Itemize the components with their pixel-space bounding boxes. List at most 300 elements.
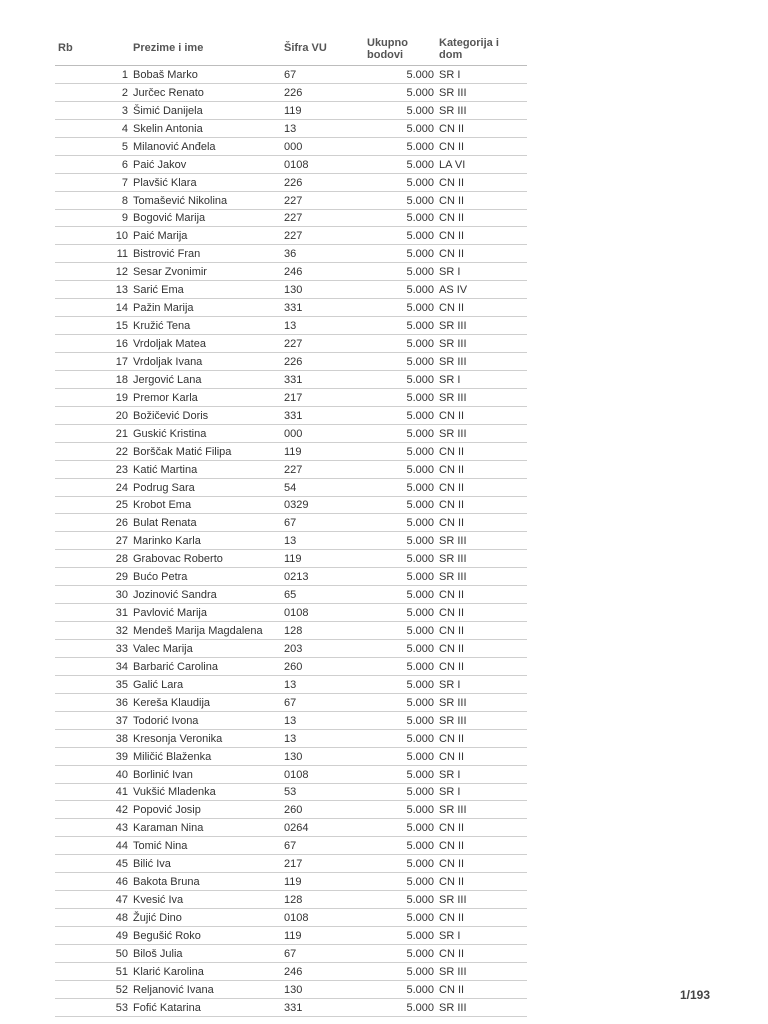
table-row [55, 946, 527, 963]
row-number: 14 [115, 302, 128, 315]
row-number: 13 [115, 284, 128, 297]
row-sifra: 227 [284, 463, 303, 476]
row-kategorija: SR III [439, 571, 467, 584]
row-number: 34 [115, 660, 128, 673]
table-row [55, 354, 527, 371]
row-sifra: 0108 [284, 158, 309, 171]
row-kategorija: SR III [439, 391, 467, 404]
row-name: Fofić Katarina [133, 1001, 201, 1014]
row-sifra: 226 [284, 176, 303, 189]
row-kategorija: SR III [439, 535, 467, 548]
row-kategorija: CN II [439, 463, 465, 476]
table-row [55, 67, 527, 84]
table-row [55, 569, 527, 586]
row-kategorija: CN II [439, 983, 465, 996]
row-sifra: 0108 [284, 607, 309, 620]
row-name: Sarić Ema [133, 284, 184, 297]
row-name: Biloš Julia [133, 947, 183, 960]
row-kategorija: SR III [439, 338, 467, 350]
header-rb: Rb [58, 42, 73, 54]
row-sifra: 13 [284, 122, 297, 135]
row-number: 12 [115, 266, 128, 279]
row-sifra: 226 [284, 355, 303, 368]
row-kategorija: SR III [439, 714, 467, 727]
row-bodovi: 5.000 [406, 589, 434, 602]
row-name: Katić Martina [133, 463, 198, 476]
row-bodovi: 5.000 [406, 786, 434, 799]
row-sifra: 128 [284, 625, 303, 637]
row-number: 3 [121, 104, 128, 117]
table-row [55, 695, 527, 712]
table-row [55, 282, 527, 299]
row-kategorija: CN II [439, 876, 465, 889]
row-bodovi: 5.000 [406, 876, 434, 889]
row-name: Paić Jakov [133, 158, 187, 171]
row-sifra: 331 [284, 373, 303, 386]
row-bodovi: 5.000 [406, 625, 434, 637]
table-row [55, 874, 527, 891]
row-kategorija: CN II [439, 750, 465, 763]
row-bodovi: 5.000 [406, 732, 434, 745]
row-kategorija: CN II [439, 230, 465, 243]
row-name: Pavlović Marija [133, 607, 207, 620]
row-number: 44 [115, 840, 128, 853]
row-sifra: 246 [284, 965, 303, 978]
row-sifra: 203 [284, 642, 303, 655]
table-row [55, 767, 527, 784]
row-number: 17 [115, 355, 128, 368]
row-sifra: 260 [284, 660, 303, 673]
row-kategorija: CN II [439, 607, 465, 620]
row-number: 46 [115, 876, 128, 889]
table-row [55, 210, 527, 227]
row-number: 23 [115, 463, 128, 476]
row-number: 26 [115, 517, 128, 530]
row-kategorija: SR III [439, 894, 467, 907]
row-number: 43 [115, 822, 128, 835]
row-bodovi: 5.000 [406, 212, 434, 225]
table-row [55, 731, 527, 748]
row-number: 31 [115, 607, 128, 620]
row-kategorija: SR III [439, 427, 467, 440]
row-kategorija: SR I [439, 929, 461, 942]
row-sifra: 13 [284, 732, 297, 745]
row-sifra: 331 [284, 1001, 303, 1014]
row-bodovi: 5.000 [406, 86, 434, 99]
row-name: Sesar Zvonimir [133, 266, 207, 279]
table-row [55, 336, 527, 353]
row-bodovi: 5.000 [406, 409, 434, 422]
row-kategorija: SR I [439, 266, 461, 279]
row-sifra: 0108 [284, 912, 309, 924]
row-name: Premor Karla [133, 391, 198, 404]
row-kategorija: CN II [439, 822, 465, 835]
row-number: 5 [121, 140, 128, 153]
row-bodovi: 5.000 [406, 194, 434, 207]
row-name: Vukšić Mladenka [133, 786, 216, 799]
row-number: 11 [116, 248, 128, 261]
row-bodovi: 5.000 [406, 660, 434, 673]
row-name: Marinko Karla [133, 535, 201, 548]
row-name: Popović Josip [133, 804, 201, 817]
row-bodovi: 5.000 [406, 445, 434, 458]
row-name: Miličić Blaženka [133, 750, 212, 763]
row-bodovi: 5.000 [406, 320, 434, 333]
row-number: 37 [115, 714, 128, 727]
row-name: Podrug Sara [133, 481, 195, 494]
table-row [55, 85, 527, 102]
row-sifra: 13 [284, 714, 297, 727]
row-number: 24 [115, 481, 128, 494]
row-bodovi: 5.000 [406, 373, 434, 386]
row-name: Bobaš Marko [133, 68, 198, 81]
row-sifra: 13 [284, 678, 297, 691]
table-row [55, 408, 527, 425]
row-number: 9 [121, 212, 128, 225]
row-sifra: 130 [284, 983, 303, 996]
row-sifra: 119 [284, 104, 302, 117]
row-sifra: 217 [284, 391, 303, 404]
row-name: Jergović Lana [133, 373, 202, 386]
row-sifra: 227 [284, 194, 303, 207]
table-row [55, 246, 527, 263]
row-kategorija: SR III [439, 696, 467, 709]
row-number: 16 [115, 338, 128, 350]
table-row [55, 856, 527, 873]
table-row [55, 462, 527, 479]
row-number: 45 [115, 858, 128, 871]
row-kategorija: SR III [439, 104, 467, 117]
table-row [55, 605, 527, 622]
row-kategorija: SR III [439, 355, 467, 368]
row-sifra: 000 [284, 140, 303, 153]
row-sifra: 67 [284, 840, 297, 853]
row-sifra: 000 [284, 427, 303, 440]
row-name: Kresonja Veronika [133, 732, 223, 745]
row-bodovi: 5.000 [406, 427, 434, 440]
row-number: 10 [115, 230, 128, 243]
row-bodovi: 5.000 [406, 642, 434, 655]
row-sifra: 67 [284, 696, 297, 709]
row-bodovi: 5.000 [406, 822, 434, 835]
row-number: 52 [115, 983, 128, 996]
row-sifra: 227 [284, 338, 303, 350]
table-row [55, 480, 527, 497]
row-name: Kvesić Iva [133, 894, 184, 907]
row-bodovi: 5.000 [406, 983, 434, 996]
row-number: 42 [115, 804, 128, 817]
table-row [55, 193, 527, 210]
header-kategorija-line1: Kategorija i [439, 37, 499, 49]
row-sifra: 119 [284, 553, 302, 566]
row-name: Jozinović Sandra [133, 589, 217, 602]
row-kategorija: CN II [439, 947, 465, 960]
row-kategorija: SR III [439, 86, 467, 99]
header-name: Prezime i ime [133, 42, 204, 54]
row-sifra: 227 [284, 212, 303, 225]
row-bodovi: 5.000 [406, 553, 434, 566]
row-number: 47 [115, 894, 128, 907]
table-row [55, 928, 527, 945]
row-sifra: 331 [284, 302, 303, 315]
row-bodovi: 5.000 [406, 840, 434, 853]
row-kategorija: SR I [439, 68, 461, 81]
row-number: 2 [121, 86, 128, 99]
header-bodovi-line1: Ukupno [367, 37, 408, 49]
row-sifra: 119 [284, 445, 302, 458]
row-number: 21 [115, 427, 128, 440]
row-sifra: 331 [284, 409, 303, 422]
row-sifra: 227 [284, 230, 303, 243]
table-row [55, 175, 527, 192]
row-kategorija: SR III [439, 965, 467, 978]
table-row [55, 820, 527, 837]
row-number: 35 [115, 678, 128, 691]
row-bodovi: 5.000 [406, 912, 434, 924]
row-kategorija: CN II [439, 840, 465, 853]
row-sifra: 0213 [284, 571, 309, 584]
row-bodovi: 5.000 [406, 104, 434, 117]
row-number: 19 [115, 391, 128, 404]
row-bodovi: 5.000 [406, 248, 434, 261]
table-row [55, 318, 527, 335]
table-row [55, 444, 527, 461]
table-header [55, 34, 527, 66]
table-row [55, 784, 527, 801]
row-bodovi: 5.000 [406, 768, 434, 781]
row-kategorija: CN II [439, 589, 465, 602]
row-name: Bućo Petra [133, 571, 188, 584]
row-kategorija: CN II [439, 212, 465, 225]
row-name: Tomašević Nikolina [133, 194, 228, 207]
row-kategorija: CN II [439, 445, 465, 458]
row-name: Pažin Marija [133, 302, 194, 315]
row-number: 39 [115, 750, 128, 763]
table-row [55, 515, 527, 532]
row-name: Žujić Dino [133, 912, 182, 924]
row-sifra: 13 [284, 320, 297, 333]
row-bodovi: 5.000 [406, 947, 434, 960]
row-sifra: 128 [284, 894, 303, 907]
row-sifra: 226 [284, 86, 303, 99]
row-number: 1 [121, 68, 128, 81]
row-bodovi: 5.000 [406, 607, 434, 620]
row-kategorija: CN II [439, 122, 465, 135]
row-kategorija: AS IV [439, 284, 468, 297]
row-name: Valec Marija [133, 642, 193, 655]
row-bodovi: 5.000 [406, 391, 434, 404]
row-bodovi: 5.000 [406, 571, 434, 584]
row-sifra: 119 [284, 876, 302, 889]
row-name: Galić Lara [133, 678, 184, 691]
row-bodovi: 5.000 [406, 965, 434, 978]
row-name: Borlinić Ivan [133, 768, 193, 781]
row-kategorija: CN II [439, 912, 465, 924]
table-row [55, 623, 527, 640]
row-sifra: 246 [284, 266, 303, 279]
row-kategorija: CN II [439, 194, 465, 207]
row-name: Bilić Iva [133, 858, 171, 871]
row-name: Grabovac Roberto [133, 553, 223, 566]
results-table [55, 34, 527, 1017]
table-row [55, 103, 527, 120]
row-bodovi: 5.000 [406, 230, 434, 243]
row-number: 18 [115, 373, 128, 386]
header-sifra: Šifra VU [284, 42, 327, 54]
row-kategorija: CN II [439, 625, 465, 637]
row-kategorija: CN II [439, 517, 465, 530]
row-number: 40 [115, 768, 128, 781]
row-number: 49 [115, 929, 128, 942]
row-number: 8 [121, 194, 128, 207]
row-number: 20 [115, 409, 128, 422]
row-bodovi: 5.000 [406, 858, 434, 871]
row-bodovi: 5.000 [406, 140, 434, 153]
row-kategorija: LA VI [439, 158, 466, 171]
row-kategorija: CN II [439, 732, 465, 745]
row-bodovi: 5.000 [406, 355, 434, 368]
row-sifra: 0108 [284, 768, 309, 781]
row-sifra: 260 [284, 804, 303, 817]
table-row [55, 390, 527, 407]
row-kategorija: SR I [439, 786, 461, 799]
row-number: 33 [115, 642, 128, 655]
row-name: Bogović Marija [133, 212, 206, 225]
row-name: Božičević Doris [133, 409, 209, 422]
table-row [55, 677, 527, 694]
table-row [55, 892, 527, 909]
row-name: Bistrović Fran [133, 248, 201, 261]
row-bodovi: 5.000 [406, 122, 434, 135]
table-row [55, 497, 527, 514]
row-bodovi: 5.000 [406, 535, 434, 548]
row-name: Skelin Antonia [133, 122, 203, 135]
table-row [55, 121, 527, 138]
table-row [55, 587, 527, 604]
row-kategorija: SR I [439, 373, 461, 386]
row-bodovi: 5.000 [406, 929, 434, 942]
header-bodovi [367, 37, 408, 61]
row-number: 6 [121, 158, 128, 171]
row-kategorija: SR III [439, 320, 467, 333]
row-sifra: 67 [284, 947, 297, 960]
row-sifra: 0329 [284, 499, 309, 512]
table-row [55, 372, 527, 389]
row-name: Vrdoljak Ivana [133, 355, 203, 368]
row-name: Šimić Danijela [133, 104, 203, 117]
row-kategorija: SR I [439, 678, 461, 691]
row-name: Kružić Tena [133, 320, 191, 333]
row-name: Begušić Roko [133, 929, 201, 942]
row-kategorija: CN II [439, 660, 465, 673]
row-sifra: 67 [284, 68, 297, 81]
row-kategorija: CN II [439, 409, 465, 422]
row-number: 48 [115, 912, 128, 924]
table-row [55, 533, 527, 550]
row-kategorija: CN II [439, 176, 465, 189]
row-bodovi: 5.000 [406, 176, 434, 189]
row-number: 15 [115, 320, 128, 333]
row-name: Krobot Ema [133, 499, 192, 512]
table-row [55, 838, 527, 855]
row-name: Bulat Renata [133, 517, 197, 530]
table-row [55, 749, 527, 766]
row-sifra: 217 [284, 858, 303, 871]
row-sifra: 0264 [284, 822, 309, 835]
row-number: 32 [115, 625, 128, 637]
row-name: Todorić Ivona [133, 714, 199, 727]
row-number: 38 [115, 732, 128, 745]
table-row [55, 157, 527, 174]
row-name: Tomić Nina [133, 840, 188, 853]
row-name: Vrdoljak Matea [133, 338, 206, 350]
row-bodovi: 5.000 [406, 696, 434, 709]
row-name: Mendeš Marija Magdalena [133, 625, 263, 637]
table-row [55, 1000, 527, 1017]
row-name: Paić Marija [133, 230, 188, 243]
row-bodovi: 5.000 [406, 463, 434, 476]
table-row [55, 641, 527, 658]
table-body [55, 67, 527, 1017]
row-sifra: 54 [284, 481, 297, 494]
row-kategorija: CN II [439, 481, 465, 494]
row-number: 36 [115, 696, 128, 709]
row-number: 41 [115, 786, 128, 799]
row-kategorija: CN II [439, 858, 465, 871]
row-sifra: 65 [284, 589, 297, 602]
row-bodovi: 5.000 [406, 266, 434, 279]
row-bodovi: 5.000 [406, 894, 434, 907]
row-bodovi: 5.000 [406, 499, 434, 512]
row-name: Milanović Anđela [133, 140, 216, 153]
row-sifra: 67 [284, 517, 297, 530]
row-bodovi: 5.000 [406, 158, 434, 171]
row-name: Guskić Kristina [133, 427, 207, 440]
row-name: Barbarić Carolina [133, 660, 218, 673]
row-number: 28 [115, 553, 128, 566]
row-number: 50 [115, 947, 128, 960]
row-bodovi: 5.000 [406, 517, 434, 530]
table-row [55, 426, 527, 443]
header-kategorija [439, 37, 499, 61]
row-name: Karaman Nina [133, 822, 204, 835]
row-sifra: 130 [284, 750, 303, 763]
row-kategorija: SR III [439, 553, 467, 566]
row-kategorija: CN II [439, 140, 465, 153]
table-row [55, 659, 527, 676]
table-row [55, 551, 527, 568]
header-kategorija-line2: dom [439, 49, 463, 61]
row-kategorija: CN II [439, 642, 465, 655]
row-number: 25 [115, 499, 128, 512]
row-number: 29 [115, 571, 128, 584]
row-bodovi: 5.000 [406, 302, 434, 315]
row-bodovi: 5.000 [406, 284, 434, 297]
table-row [55, 300, 527, 317]
table-row [55, 910, 527, 927]
row-sifra: 53 [284, 786, 297, 799]
row-number: 7 [121, 176, 128, 189]
row-name: Kereša Klaudija [133, 696, 211, 709]
table-row [55, 264, 527, 281]
row-kategorija: CN II [439, 248, 465, 261]
row-sifra: 36 [284, 248, 297, 261]
row-kategorija: SR I [439, 768, 461, 781]
row-number: 30 [115, 589, 128, 602]
row-sifra: 13 [284, 535, 297, 548]
table-row [55, 139, 527, 156]
row-kategorija: CN II [439, 499, 465, 512]
